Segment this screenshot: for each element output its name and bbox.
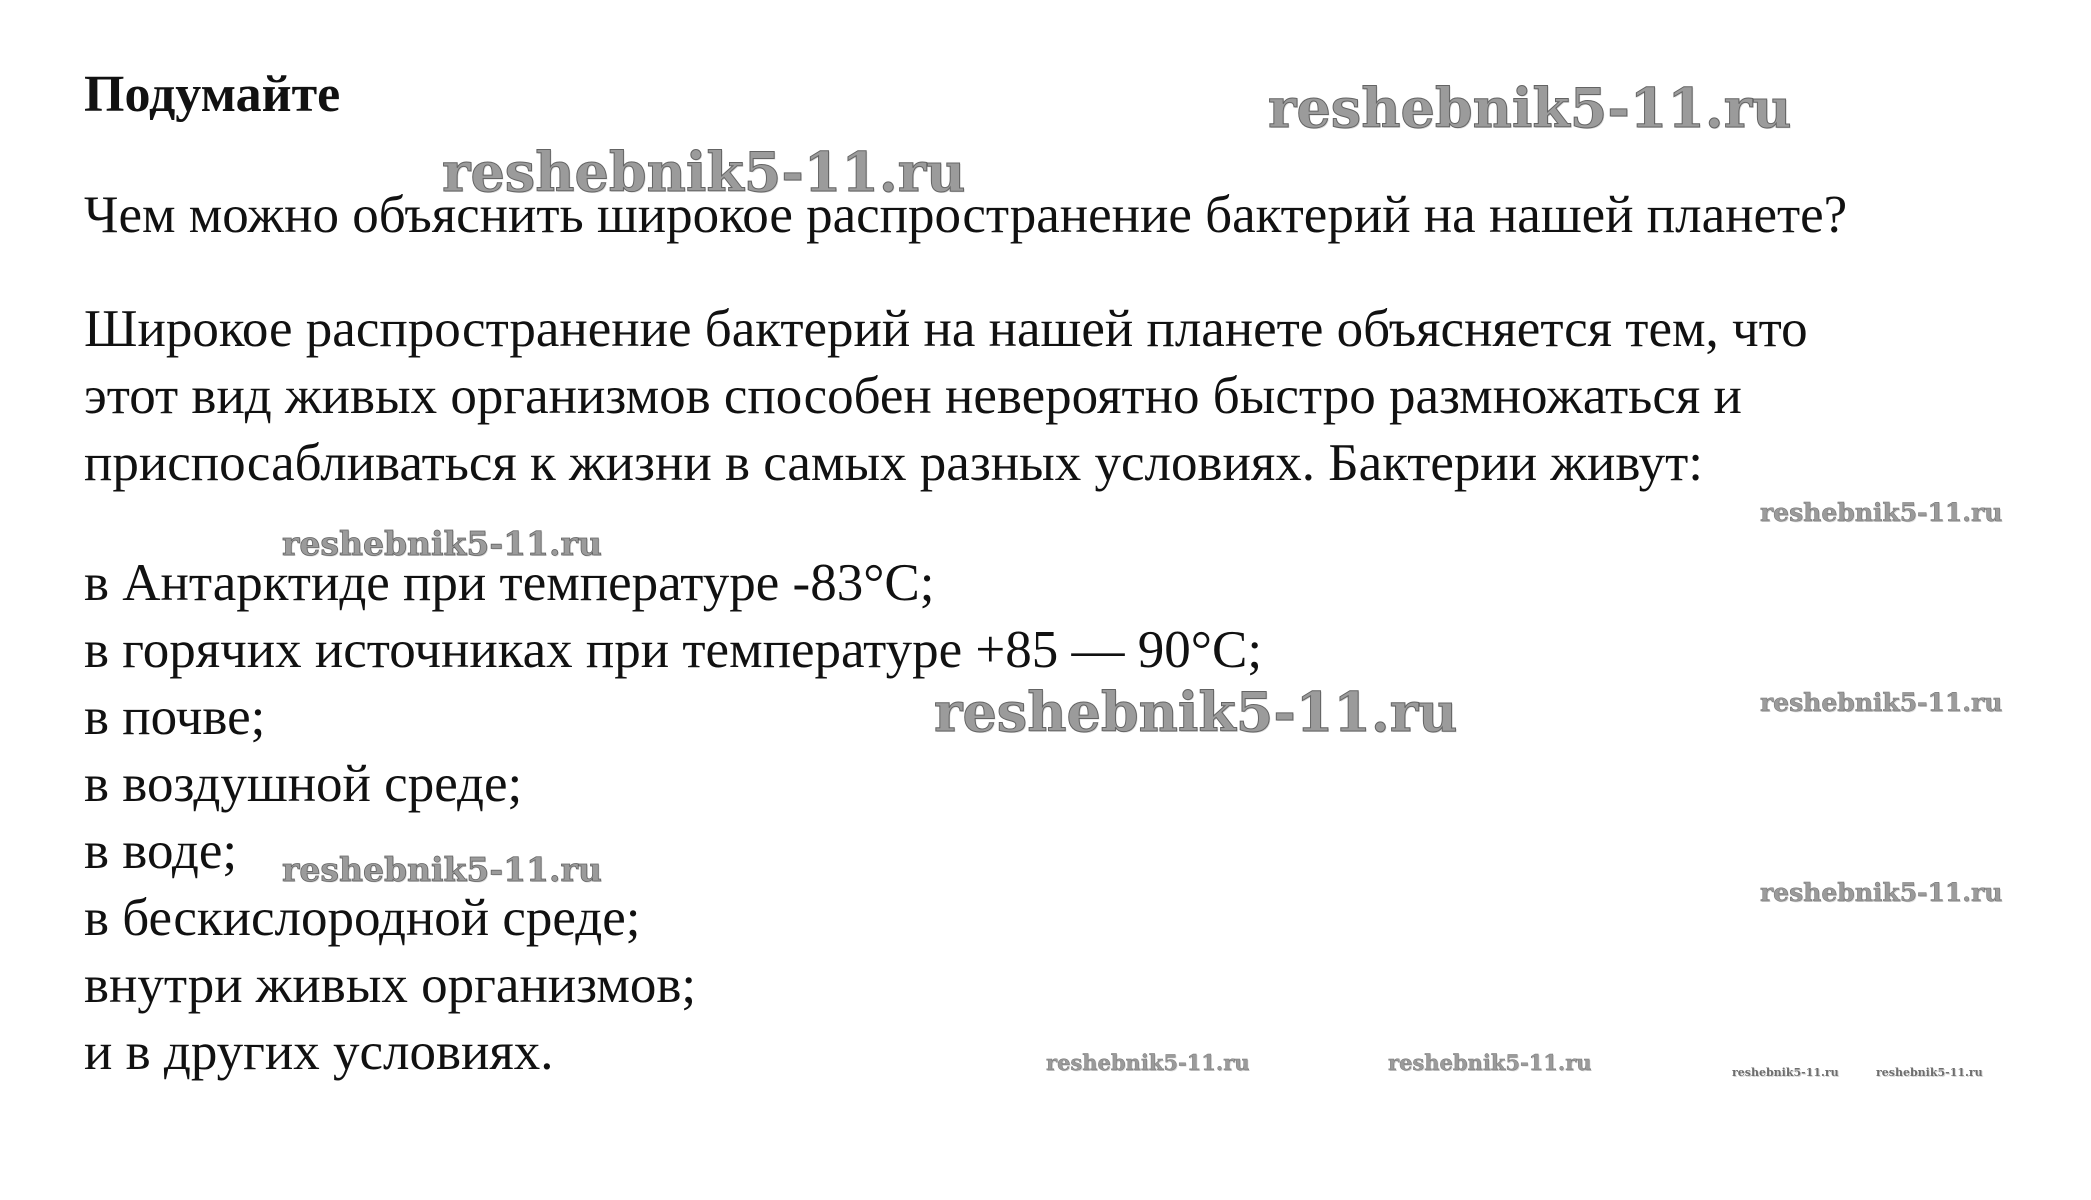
condition-item: в воде;	[84, 822, 238, 880]
answer-line: Широкое распространение бактерий на нашей планете объясняется тем, что	[84, 300, 1808, 358]
watermark: reshebnik5-11.ru	[1732, 1066, 1839, 1079]
watermark: reshebnik5-11.ru	[282, 524, 602, 563]
condition-item: в горячих источниках при температуре +85 — 90°С;	[84, 621, 1263, 679]
watermark: reshebnik5-11.ru	[1760, 688, 2003, 717]
page-heading: Подумайте	[84, 66, 341, 123]
watermark: reshebnik5-11.ru	[1046, 1050, 1250, 1075]
condition-item: в бескислородной среде;	[84, 889, 641, 947]
watermark: reshebnik5-11.ru	[442, 140, 966, 204]
watermark: reshebnik5-11.ru	[1388, 1050, 1592, 1075]
condition-item: внутри живых организмов;	[84, 956, 697, 1014]
answer-line: приспосабливаться к жизни в самых разных условиях. Бактерии живут:	[84, 434, 1703, 492]
question-text: Чем можно объяснить широкое распространение бактерий на нашей планете?	[84, 186, 1848, 244]
answer-line: этот вид живых организмов способен невероятно быстро размножаться и	[84, 367, 1742, 425]
watermark: reshebnik5-11.ru	[1268, 76, 1792, 140]
condition-item: в воздушной среде;	[84, 755, 523, 813]
watermark: reshebnik5-11.ru	[282, 850, 602, 889]
condition-item: и в других условиях.	[84, 1023, 554, 1081]
watermark: reshebnik5-11.ru	[934, 680, 1458, 744]
watermark: reshebnik5-11.ru	[1760, 878, 2003, 907]
watermark: reshebnik5-11.ru	[1760, 498, 2003, 527]
answer-paragraph	[84, 296, 1808, 497]
condition-item: в почве;	[84, 688, 266, 746]
watermark: reshebnik5-11.ru	[1876, 1066, 1983, 1079]
conditions-list	[84, 550, 1262, 1086]
condition-item: в Антарктиде при температуре -83°С;	[84, 554, 935, 612]
